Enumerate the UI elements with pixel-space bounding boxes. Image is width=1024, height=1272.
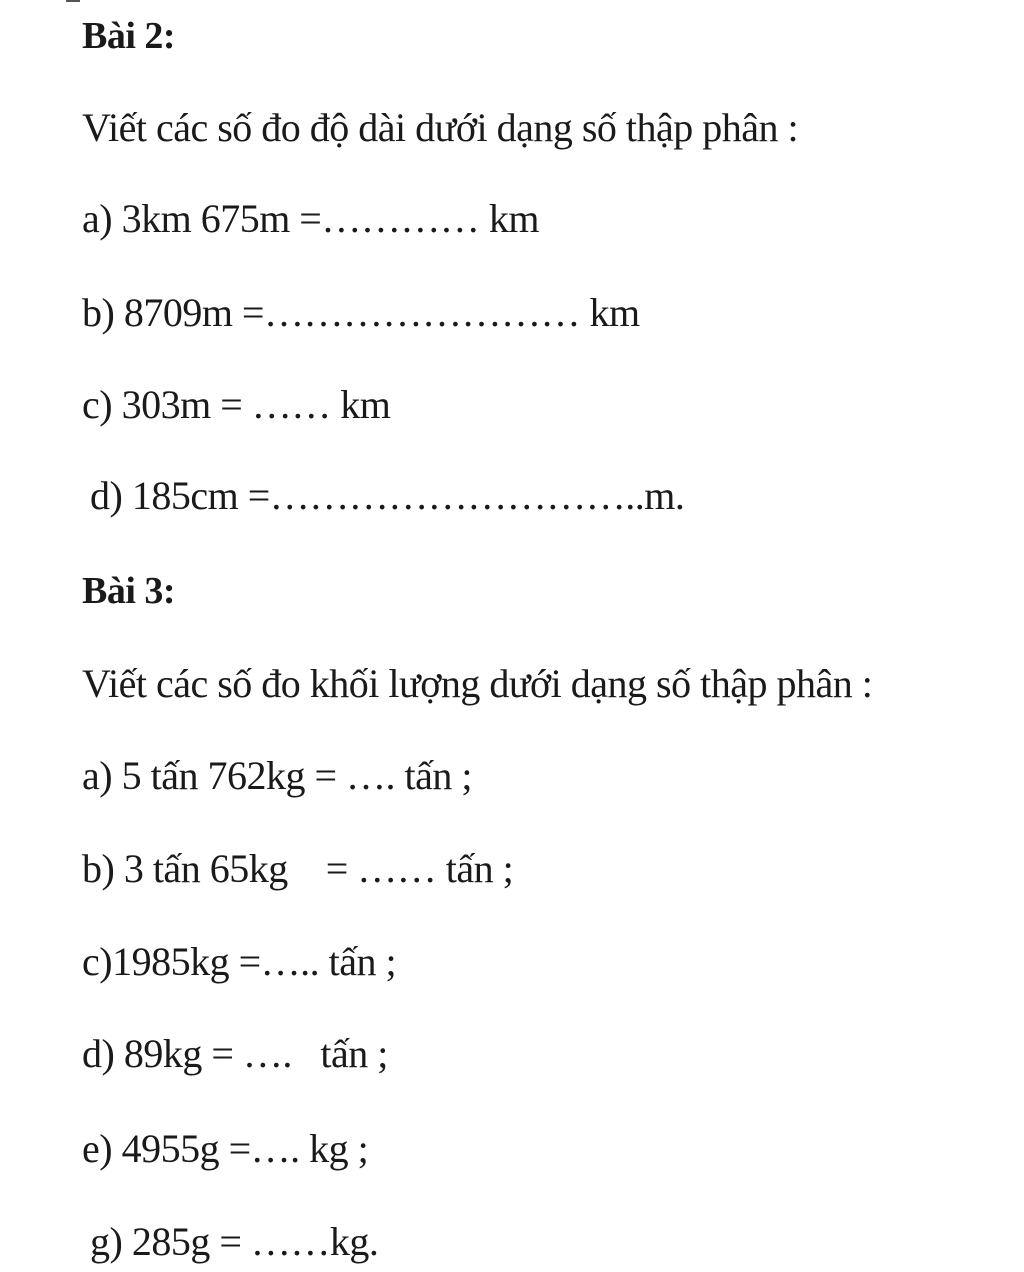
bai2-item-d: d) 185cm =………………………..m. (90, 473, 685, 518)
top-edge-mark (66, 0, 80, 2)
bai3-item-a: a) 5 tấn 762kg = …. tấn ; (82, 753, 472, 798)
bai3-item-g: g) 285g = ……kg. (90, 1219, 379, 1264)
bai3-item-e: e) 4955g =…. kg ; (82, 1126, 369, 1171)
bai2-heading: Bài 2: (82, 15, 176, 57)
bai2-instruction: Viết các số đo độ dài dưới dạng số thập phân : (82, 105, 799, 150)
bai2-item-a: a) 3km 675m =………… km (82, 196, 539, 241)
bai3-item-b: b) 3 tấn 65kg = …… tấn ; (82, 846, 514, 891)
bai3-item-c: c)1985kg =….. tấn ; (82, 939, 397, 984)
bai3-heading: Bài 3: (82, 570, 176, 612)
bai3-item-d: d) 89kg = …. tấn ; (82, 1031, 388, 1076)
bai2-item-b: b) 8709m =…………………… km (82, 290, 640, 335)
bai2-item-c: c) 303m = …… km (82, 382, 391, 427)
bai3-instruction: Viết các số đo khối lượng dưới dạng số thập phân : (82, 661, 873, 706)
